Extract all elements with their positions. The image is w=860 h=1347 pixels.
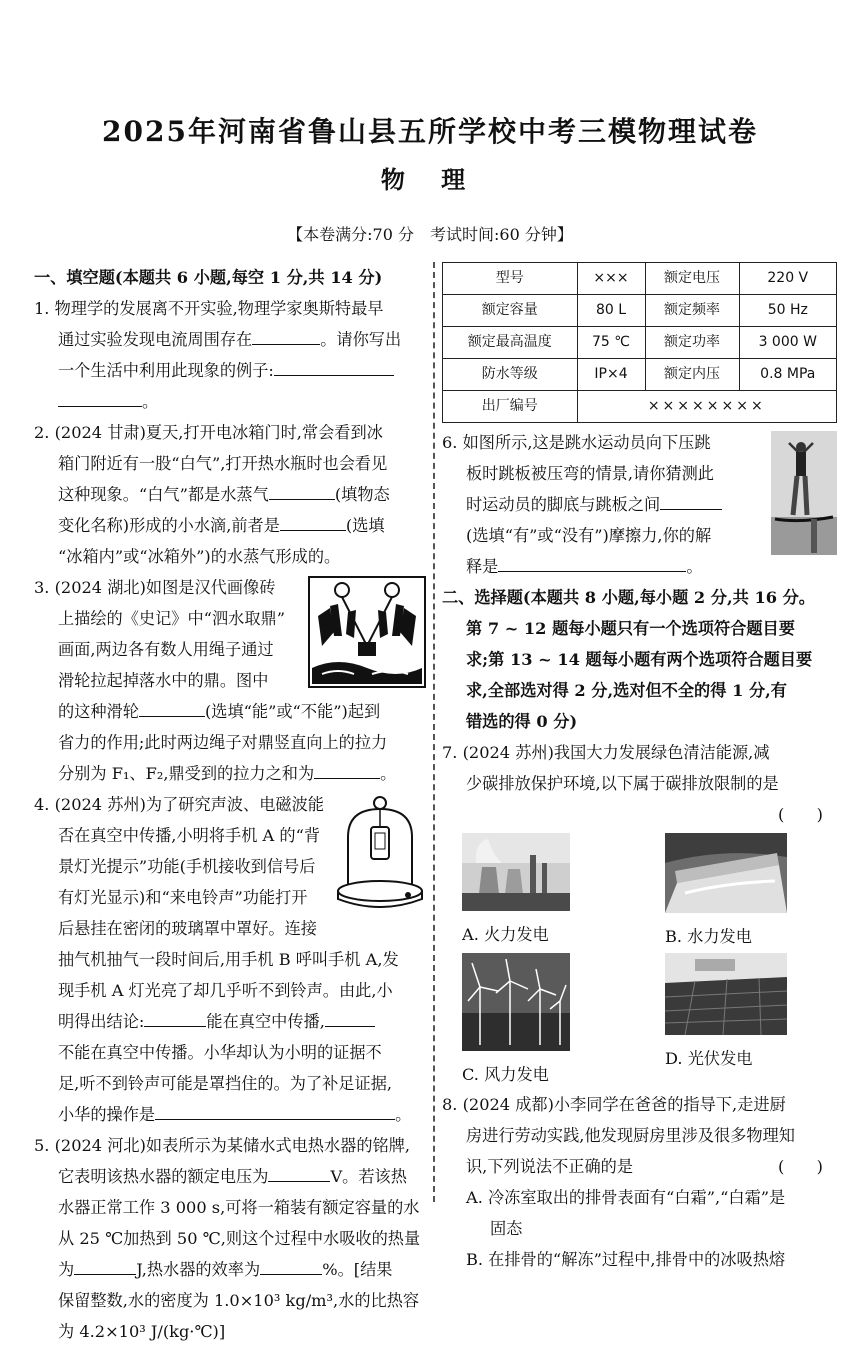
table-cell: 额定功率 <box>645 327 739 359</box>
table-row <box>443 391 837 423</box>
q4-line: 能在真空中传播, <box>206 1012 325 1031</box>
wind-power-photo <box>462 953 570 1051</box>
q8-line: 房进行劳动实践,他发现厨房里涉及很多物理知 <box>466 1126 795 1145</box>
question-8 <box>442 1089 837 1275</box>
q3-line: 上描绘的《史记》中“泗水取鼎” <box>58 609 285 628</box>
question-4 <box>34 789 426 1130</box>
q3-line: 滑轮拉起掉落水中的鼎。图中 <box>58 671 269 690</box>
answer-blank[interactable] <box>280 512 346 531</box>
option-b[interactable] <box>442 1244 837 1275</box>
q5-line: 从 25 ℃加热到 50 ℃,则这个过程中水吸收的热量 <box>58 1229 421 1248</box>
question-5 <box>34 1130 426 1347</box>
q4-line: 。 <box>395 1105 412 1124</box>
option-text: B. 在排骨的“解冻”过程中,排骨中的冰吸热熔 <box>466 1250 786 1269</box>
section1-heading: 一、填空题(本题共 6 小题,每空 1 分,共 14 分) <box>34 268 383 287</box>
option-a[interactable] <box>462 833 634 951</box>
solar-power-photo <box>665 953 787 1035</box>
q4-line: 否在真空中传播,小明将手机 A 的“背 <box>58 826 321 845</box>
answer-blank[interactable] <box>155 1101 395 1120</box>
q5-line: 它表明该热水器的额定电压为 <box>58 1167 269 1186</box>
q6-line: 。 <box>686 557 703 576</box>
table-cell: 3 000 W <box>739 327 836 359</box>
q4-line: 4. (2024 苏州)为了研究声波、电磁波能 <box>34 795 324 814</box>
q2-line: (填物态 <box>334 485 390 504</box>
question-2 <box>34 417 426 572</box>
q3-line: 分别为 F₁、F₂,鼎受到的拉力之和为 <box>58 764 315 783</box>
q6-line: (选填“有”或“没有”)摩擦力,你的解 <box>466 526 712 545</box>
q1-line: 通过实验发现电流周围存在 <box>58 330 253 349</box>
q3-line: (选填“能”或“不能”)起到 <box>204 702 381 721</box>
q4-line: 后悬挂在密闭的玻璃罩中罩好。连接 <box>58 919 317 938</box>
q3-line: 3. (2024 湖北)如图是汉代画像砖 <box>34 578 276 597</box>
q7-line: 7. (2024 苏州)我国大力发展绿色清洁能源,减 <box>442 743 770 762</box>
answer-blank[interactable] <box>58 388 142 407</box>
q6-line: 6. 如图所示,这是跳水运动员向下压跳 <box>442 433 711 452</box>
q2-line: (选填 <box>345 516 385 535</box>
q2-line: 这种现象。“白气”都是水蒸气 <box>58 485 269 504</box>
q4-line: 景灯光提示”功能(手机接收到信号后 <box>58 857 316 876</box>
q6-line: 释是 <box>466 557 499 576</box>
q2-line: “冰箱内”或“冰箱外”)的水蒸气形成的。 <box>58 547 341 566</box>
table-cell: 80 L <box>577 295 645 327</box>
q1-line: 一个生活中利用此现象的例子: <box>58 361 274 380</box>
answer-blank[interactable] <box>314 760 380 779</box>
q5-line: 保留整数,水的密度为 1.0×10³ kg/m³,水的比热容 <box>58 1291 420 1310</box>
q4-line: 明得出结论: <box>58 1012 145 1031</box>
q3-line: 省力的作用;此时两边绳子对鼎竖直向上的拉力 <box>58 733 388 752</box>
answer-blank[interactable] <box>252 326 320 345</box>
q4-line: 有灯光显示)和“来电铃声”功能打开 <box>58 888 308 907</box>
table-cell: 额定电压 <box>645 263 739 295</box>
table-cell: 额定容量 <box>443 295 578 327</box>
table-cell: 额定最高温度 <box>443 327 578 359</box>
table-cell: 75 ℃ <box>577 327 645 359</box>
q2-line: 箱门附近有一股“白气”,打开热水瓶时也会看见 <box>58 454 388 473</box>
q5-line: J,热水器的效率为 <box>136 1260 261 1279</box>
question-6 <box>442 427 837 582</box>
q5-line: 为 4.2×10³ J/(kg·℃)] <box>58 1322 226 1341</box>
option-d[interactable] <box>665 953 837 1089</box>
subject-title: 物 理 <box>380 165 480 194</box>
option-b[interactable] <box>665 833 837 951</box>
q1-line: 。请你写出 <box>320 330 402 349</box>
q4-line: 足,听不到铃声可能是罩挡住的。为了补足证据, <box>58 1074 393 1093</box>
answer-blank[interactable] <box>498 553 686 572</box>
thermal-power-photo <box>462 833 570 911</box>
answer-blank[interactable] <box>325 1008 375 1027</box>
exam-meta: 【本卷满分:70 分 考试时间:60 分钟】 <box>287 225 573 244</box>
table-row <box>443 263 837 295</box>
q6-line: 板时跳板被压弯的情景,请你猜测此 <box>466 464 714 483</box>
q2-line: 变化名称)形成的小水滴,前者是 <box>58 516 280 535</box>
pulley-relief-figure <box>308 576 426 688</box>
q3-line: 的这种滑轮 <box>58 702 139 721</box>
left-column <box>34 262 426 1347</box>
table-row <box>443 359 837 391</box>
q4-line: 不能在真空中传播。小华却认为小明的证据不 <box>58 1043 382 1062</box>
diver-photo <box>771 431 837 555</box>
answer-blank[interactable] <box>269 481 335 500</box>
option-a[interactable] <box>442 1182 837 1213</box>
table-cell: 50 Hz <box>739 295 836 327</box>
table-cell: 防水等级 <box>443 359 578 391</box>
section2-heading-line: 求,全部选对得 2 分,选对但不全的得 1 分,有 <box>466 681 787 700</box>
answer-blank[interactable] <box>260 1256 322 1275</box>
option-text: A. 冷冻室取出的排骨表面有“白霜”,“白霜”是 <box>466 1188 786 1207</box>
q7-option-images <box>442 833 837 951</box>
table-row <box>443 295 837 327</box>
section2-heading-line: 二、选择题(本题共 8 小题,每小题 2 分,共 16 分。 <box>442 588 815 607</box>
table-cell: 额定内压 <box>645 359 739 391</box>
section2-heading-line: 错选的得 0 分) <box>466 712 578 731</box>
q4-line: 现手机 A 灯光亮了却几乎听不到铃声。由此,小 <box>58 981 393 1000</box>
question-3 <box>34 572 426 789</box>
table-cell: 0.8 MPa <box>739 359 836 391</box>
option-c[interactable] <box>462 953 634 1089</box>
answer-paren[interactable]: ( ) <box>777 1157 823 1176</box>
section2-heading <box>442 582 837 737</box>
q8-line: 识,下列说法不正确的是 <box>466 1157 634 1176</box>
paper-title: 2025年河南省鲁山县五所学校中考三模物理试卷 <box>102 115 758 148</box>
q7-line: 少碳排放保护环境,以下属于碳排放限制的是 <box>466 774 779 793</box>
q5-line: 为 <box>58 1260 75 1279</box>
q1-line: 。 <box>142 392 159 411</box>
q5-line: 5. (2024 河北)如表所示为某储水式电热水器的铭牌, <box>34 1136 411 1155</box>
answer-blank[interactable] <box>660 491 722 510</box>
table-cell: 出厂编号 <box>443 391 578 423</box>
q3-line: 。 <box>380 764 397 783</box>
q8-line: 8. (2024 成都)小李同学在爸爸的指导下,走进厨 <box>442 1095 786 1114</box>
question-7 <box>442 737 837 1089</box>
hydro-power-photo <box>665 833 787 913</box>
answer-blank[interactable] <box>268 1163 330 1182</box>
column-divider <box>433 262 435 1202</box>
option-label: B. 水力发电 <box>665 927 752 946</box>
q5-line: V。若该热 <box>330 1167 407 1186</box>
table-row <box>443 327 837 359</box>
q2-line: 2. (2024 甘肃)夏天,打开电冰箱门时,常会看到冰 <box>34 423 383 442</box>
table-cell: 型号 <box>443 263 578 295</box>
q7-option-images <box>442 953 837 1089</box>
table-cell: ××× <box>577 263 645 295</box>
answer-blank[interactable] <box>74 1256 136 1275</box>
table-cell: 额定频率 <box>645 295 739 327</box>
q6-line: 时运动员的脚底与跳板之间 <box>466 495 661 514</box>
q5-line: 水器正常工作 3 000 s,可将一箱装有额定容量的水 <box>58 1198 420 1217</box>
option-text: 固态 <box>490 1219 523 1238</box>
section2-heading-line: 第 7 ~ 12 题每小题只有一个选项符合题目要 <box>466 619 795 638</box>
q4-line: 抽气机抽气一段时间后,用手机 B 呼叫手机 A,发 <box>58 950 399 969</box>
section2-heading-line: 求;第 13 ~ 14 题每小题有两个选项符合题目要 <box>466 650 813 669</box>
table-cell: 220 V <box>739 263 836 295</box>
option-label: C. 风力发电 <box>462 1065 549 1084</box>
answer-blank[interactable] <box>144 1008 206 1027</box>
answer-blank[interactable] <box>139 698 205 717</box>
heater-nameplate-table <box>442 262 837 423</box>
answer-paren[interactable]: ( ) <box>777 805 823 824</box>
q5-line: %。[结果 <box>322 1260 393 1279</box>
table-cell: ×××××××× <box>577 391 836 423</box>
right-column <box>442 262 837 1275</box>
q4-line: 小华的操作是 <box>58 1105 156 1124</box>
bell-jar-figure <box>334 793 426 911</box>
answer-blank[interactable] <box>274 357 394 376</box>
option-label: D. 光伏发电 <box>665 1049 753 1068</box>
option-label: A. 火力发电 <box>462 925 549 944</box>
question-1 <box>34 293 426 417</box>
q3-line: 画面,两边各有数人用绳子通过 <box>58 640 274 659</box>
q1-line: 1. 物理学的发展离不开实验,物理学家奥斯特最早 <box>34 299 384 318</box>
table-cell: IP×4 <box>577 359 645 391</box>
